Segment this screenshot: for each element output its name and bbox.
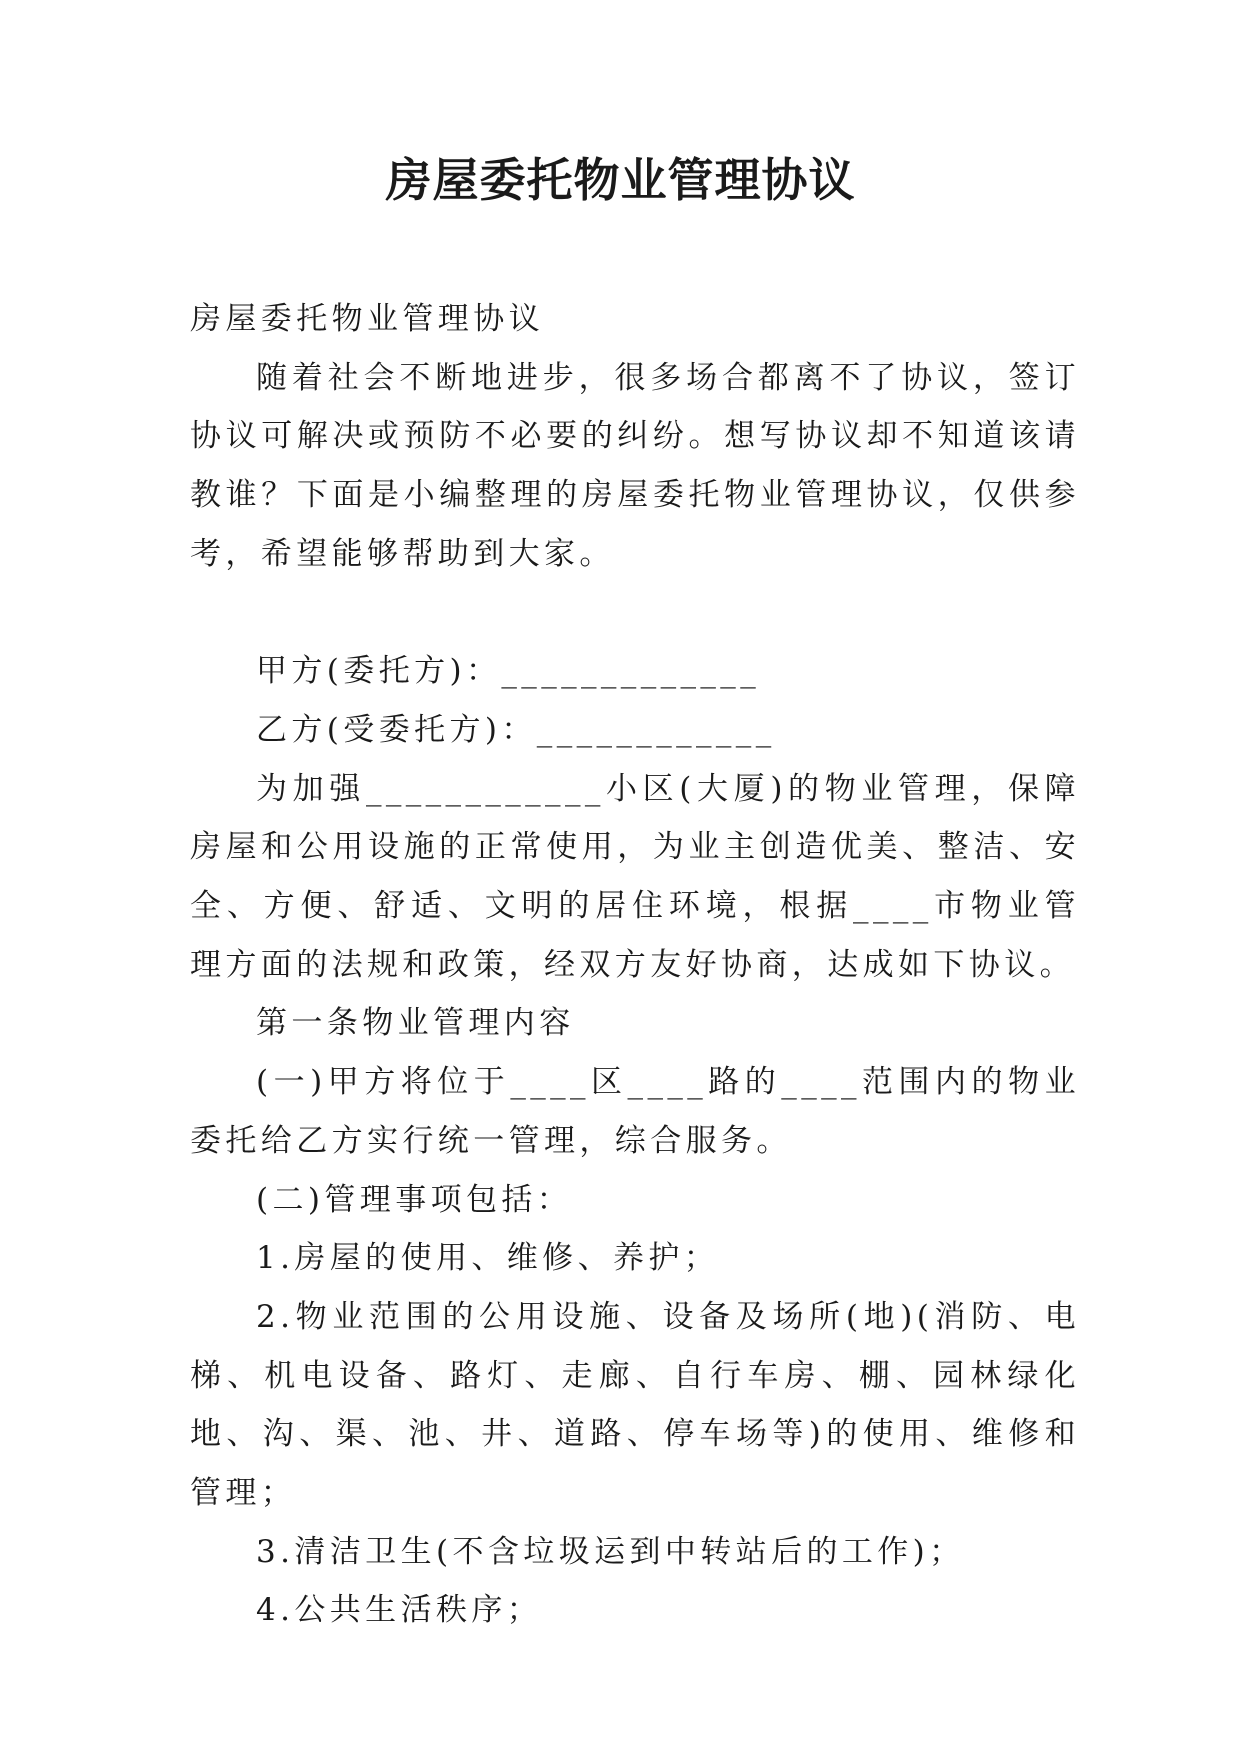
list-item: 3.清洁卫生(不含垃圾运到中转站后的工作)； <box>256 1533 965 1570</box>
paragraph-party-b: 乙方(受委托方)：____________ <box>256 711 776 748</box>
list-item: 2.物业范围的公用设施、设备及场所(地)(消防、电梯、机电设备、路灯、走廊、自行车房、棚、园林绿化地、沟、渠、池、井、道路、停车场等)的使用、维修和管理； <box>190 1298 1080 1512</box>
paragraph-purpose: 为加强____________小区(大厦)的物业管理，保障房屋和公用设施的正常使用，为业主创造优美、整洁、安全、方便、舒适、文明的居住环境，根据____市物业管理方面的法规和政策，经双方友好协商，达成如下协议。 <box>190 770 1080 983</box>
paragraph-heading: 房屋委托物业管理协议 <box>190 301 544 337</box>
paragraph-clause-2: (二)管理事项包括： <box>256 1181 573 1218</box>
list-item: 1.房屋的使用、维修、养护； <box>256 1240 720 1277</box>
paragraph-clause-1: (一)甲方将位于____区____路的____范围内的物业委托给乙方实行统一管理，综合服务。 <box>190 1064 1080 1159</box>
paragraph-article-1-heading: 第一条物业管理内容 <box>256 1005 575 1042</box>
list-item: 4.公共生活秩序； <box>256 1592 543 1629</box>
blank-line <box>190 584 1080 643</box>
paragraph-intro: 随着社会不断地进步，很多场合都离不了协议，签订协议可解决或预防不必要的纠纷。想写协议却不知道该请教谁？下面是小编整理的房屋委托物业管理协议，仅供参考，希望能够帮助到大家。 <box>190 359 1080 572</box>
document-body <box>190 290 1080 1640</box>
paragraph-party-a: 甲方(委托方)：_____________ <box>256 653 761 690</box>
document-title: 房屋委托物业管理协议 <box>385 153 856 207</box>
